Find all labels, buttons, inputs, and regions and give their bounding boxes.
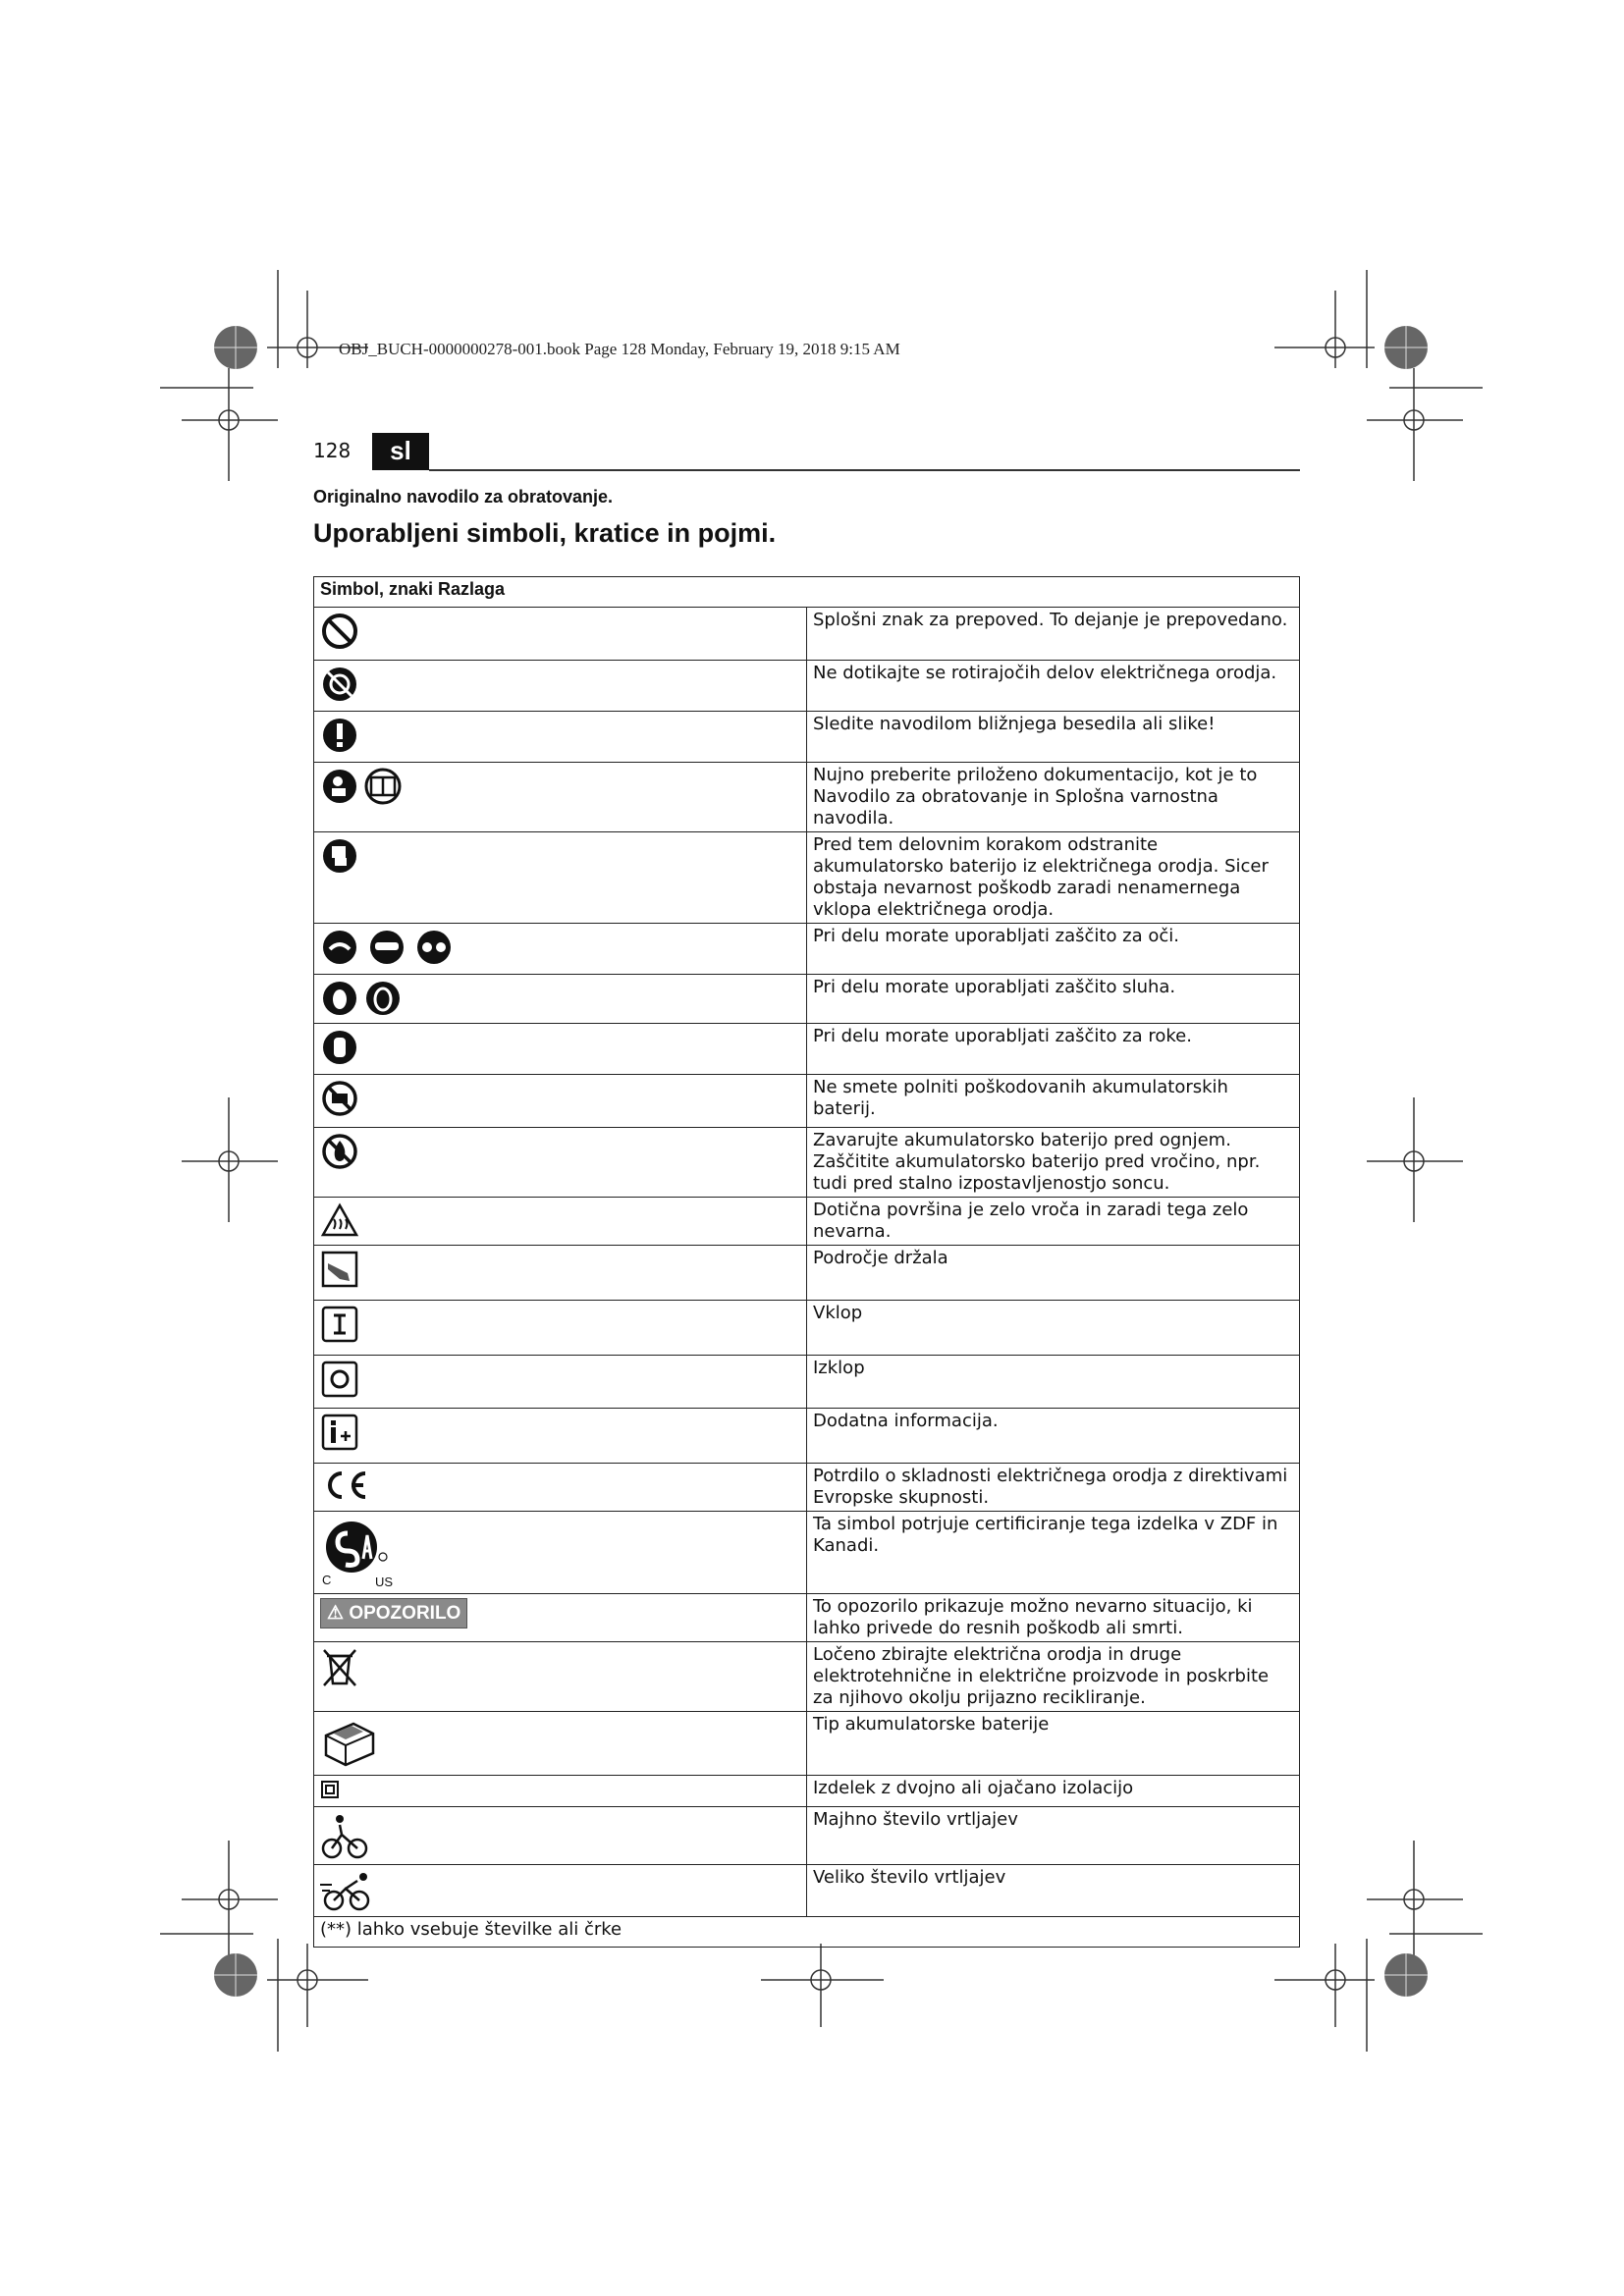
remove-battery-icon <box>320 836 359 876</box>
weee-bin-icon <box>320 1646 359 1689</box>
table-row <box>314 1198 1300 1246</box>
table-footer: (**) lahko vsebuje številke ali črke <box>314 1917 1300 1948</box>
table-row <box>314 608 1300 661</box>
row-text: Nujno preberite priloženo dokumentacijo, kot je to Navodilo za obratovanje in Splošna varnostna navodila. <box>807 763 1300 832</box>
exclamation-icon <box>320 716 359 755</box>
table-row <box>314 1642 1300 1712</box>
row-text: Izdelek z dvojno ali ojačano izolacijo <box>807 1776 1300 1807</box>
row-text: Ne dotikajte se rotirajočih delov električnega orodja. <box>807 661 1300 712</box>
table-footer-row <box>314 1917 1300 1948</box>
table-row <box>314 712 1300 763</box>
row-text: Pri delu morate uporabljati zaščito za oči. <box>807 924 1300 975</box>
row-text: Pri delu morate uporabljati zaščito za roke. <box>807 1024 1300 1075</box>
low-speed-icon <box>320 1811 369 1860</box>
language-tag: sl <box>372 433 429 470</box>
row-text: Tip akumulatorske baterije <box>807 1712 1300 1776</box>
table-row <box>314 1128 1300 1198</box>
header-rule <box>429 469 1300 471</box>
table-row <box>314 661 1300 712</box>
table-row <box>314 1776 1300 1807</box>
table-row <box>314 1512 1300 1594</box>
table-row <box>314 832 1300 924</box>
row-text: Ta simbol potrjuje certificiranje tega izdelka v ZDF in Kanadi. <box>807 1512 1300 1594</box>
table-row <box>314 1865 1300 1917</box>
table-row <box>314 1075 1300 1128</box>
row-text: Pri delu morate uporabljati zaščito sluha. <box>807 975 1300 1024</box>
row-text: Ločeno zbirajte električna orodja in druge elektrotehnične in električne proizvode in poskrbite za njihovo okolju prijazno recikliranje. <box>807 1642 1300 1712</box>
row-text: Zavarujte akumulatorsko baterijo pred ognjem. Zaščitite akumulatorsko baterijo pred vročino, npr. tudi pred stalno izpostavljenostjo soncu. <box>807 1128 1300 1198</box>
warning-label-icon: ⚠ OPOZORILO <box>320 1598 467 1629</box>
table-row <box>314 1807 1300 1865</box>
row-text: Dotična površina je zelo vroča in zaradi tega zelo nevarna. <box>807 1198 1300 1246</box>
row-text: Majhno število vrtljajev <box>807 1807 1300 1865</box>
table-row <box>314 1246 1300 1301</box>
no-touch-rotating-icon <box>320 665 359 704</box>
table-header-row <box>314 577 1300 608</box>
table-row <box>314 1356 1300 1409</box>
row-text: Potrdilo o skladnosti električnega orodja z direktivami Evropske skupnosti. <box>807 1464 1300 1512</box>
power-off-icon <box>320 1360 359 1399</box>
row-text: Dodatna informacija. <box>807 1409 1300 1464</box>
row-text: Splošni znak za prepoved. To dejanje je prepovedano. <box>807 608 1300 661</box>
table-row <box>314 975 1300 1024</box>
table-header: Simbol, znaki Razlaga <box>314 577 1300 608</box>
page-number: 128 <box>313 439 352 462</box>
table-row <box>314 1301 1300 1356</box>
no-charge-damaged-battery-icon <box>320 1079 359 1118</box>
double-insulation-icon <box>320 1780 340 1799</box>
row-text: To opozorilo prikazuje možno nevarno situacijo, ki lahko privede do resnih poškodb ali smrti. <box>807 1594 1300 1642</box>
row-text: Vklop <box>807 1301 1300 1356</box>
ce-mark-icon <box>320 1468 369 1503</box>
eye-protection-icon <box>320 928 454 967</box>
table-row <box>314 1594 1300 1642</box>
hot-surface-icon <box>320 1201 359 1239</box>
page-title: Uporabljeni simboli, kratice in pojmi. <box>313 518 777 548</box>
table-row <box>314 1409 1300 1464</box>
subheading: Originalno navodilo za obratovanje. <box>313 487 614 507</box>
no-fire-icon <box>320 1132 359 1171</box>
csa-c-label: C <box>322 1573 332 1587</box>
row-text: Veliko število vrtljajev <box>807 1865 1300 1917</box>
table-row <box>314 924 1300 975</box>
print-info-line: OBJ_BUCH-0000000278-001.book Page 128 Monday, February 19, 2018 9:15 AM <box>339 340 900 358</box>
power-on-icon <box>320 1305 359 1344</box>
symbols-table <box>313 576 1300 1948</box>
info-icon <box>320 1413 359 1452</box>
row-text: Pred tem delovnim korakom odstranite akumulatorsko baterijo iz električnega orodja. Sicer obstaja nevarnost poškodb zaradi nenamernega vklopa električnega orodja. <box>807 832 1300 924</box>
table-row <box>314 1712 1300 1776</box>
csa-us-label: US <box>375 1575 394 1589</box>
warning-triangle-icon: ⚠ <box>327 1603 345 1624</box>
high-speed-icon <box>320 1869 375 1912</box>
grip-area-icon <box>320 1250 359 1289</box>
row-text: Področje držala <box>807 1246 1300 1301</box>
table-row <box>314 1464 1300 1512</box>
battery-type-icon <box>320 1716 379 1771</box>
row-text: Sledite navodilom bližnjega besedila ali slike! <box>807 712 1300 763</box>
ear-protection-icon <box>320 979 406 1018</box>
table-row <box>314 1024 1300 1075</box>
row-text: Ne smete polniti poškodovanih akumulatorskih baterij. <box>807 1075 1300 1128</box>
row-text: Izklop <box>807 1356 1300 1409</box>
prohibition-icon <box>320 612 359 651</box>
read-manual-icon <box>320 767 406 806</box>
table-row <box>314 763 1300 832</box>
hand-protection-icon <box>320 1028 359 1067</box>
